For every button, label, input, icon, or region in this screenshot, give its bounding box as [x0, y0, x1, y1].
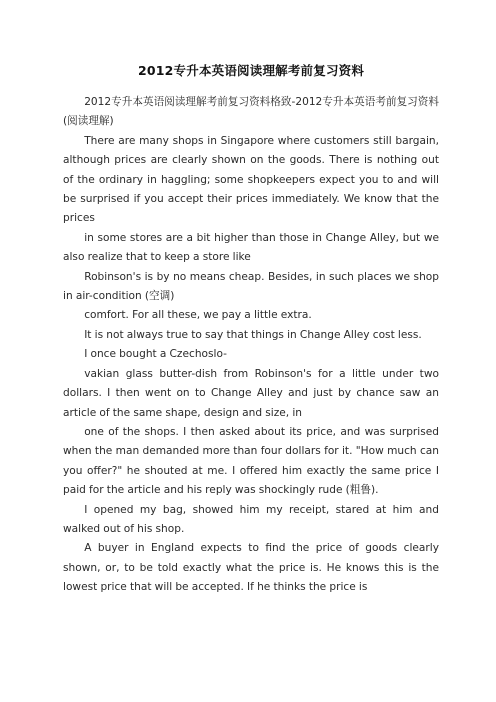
- paragraph: A buyer in England expects to find the price of goods clearly shown, or, to be told exactly what the price is. He knows this is the lowest price that will be accepted. If he thinks the price is: [63, 542, 439, 594]
- paragraph: comfort. For all these, we pay a little extra.: [84, 309, 312, 322]
- paragraph: vakian glass butter-dish from Robinson's for a little under two dollars. I then went on to Change Alley and just by chance saw an article of the same shape, design and size, in: [63, 367, 439, 419]
- paragraph: I once bought a Czechoslo-: [84, 348, 227, 361]
- paragraph: Robinson's is by no means cheap. Besides, in such places we shop in air-condition (空调): [63, 270, 439, 303]
- paragraph: in some stores are a bit higher than those in Change Alley, but we also realize that to keep a store like: [63, 231, 439, 264]
- paragraph: one of the shops. I then asked about its price, and was surprised when the man demanded more than four dollars for it. "How much can you offer?" he shouted at me. I offered him exactly the same price I paid for the article and his reply was shockingly rude (粗鲁).: [63, 425, 439, 497]
- paragraph: It is not always true to say that things in Change Alley cost less.: [84, 328, 422, 341]
- document-title: 2012专升本英语阅读理解考前复习资料: [137, 63, 365, 78]
- paragraph: There are many shops in Singapore where customers still bargain, although prices are clearly shown on the goods. There is nothing out of the ordinary in haggling; some shopkeepers expect you to and will be surprised if you accept their prices immediately. We know that the prices: [63, 134, 439, 225]
- paragraph-subtitle: 2012专升本英语阅读理解考前复习资料格致-2012专升本英语考前复习资料(阅读理解): [63, 96, 439, 128]
- document-body: [63, 93, 439, 598]
- paragraph: I opened my bag, showed him my receipt, stared at him and walked out of his shop.: [63, 503, 439, 535]
